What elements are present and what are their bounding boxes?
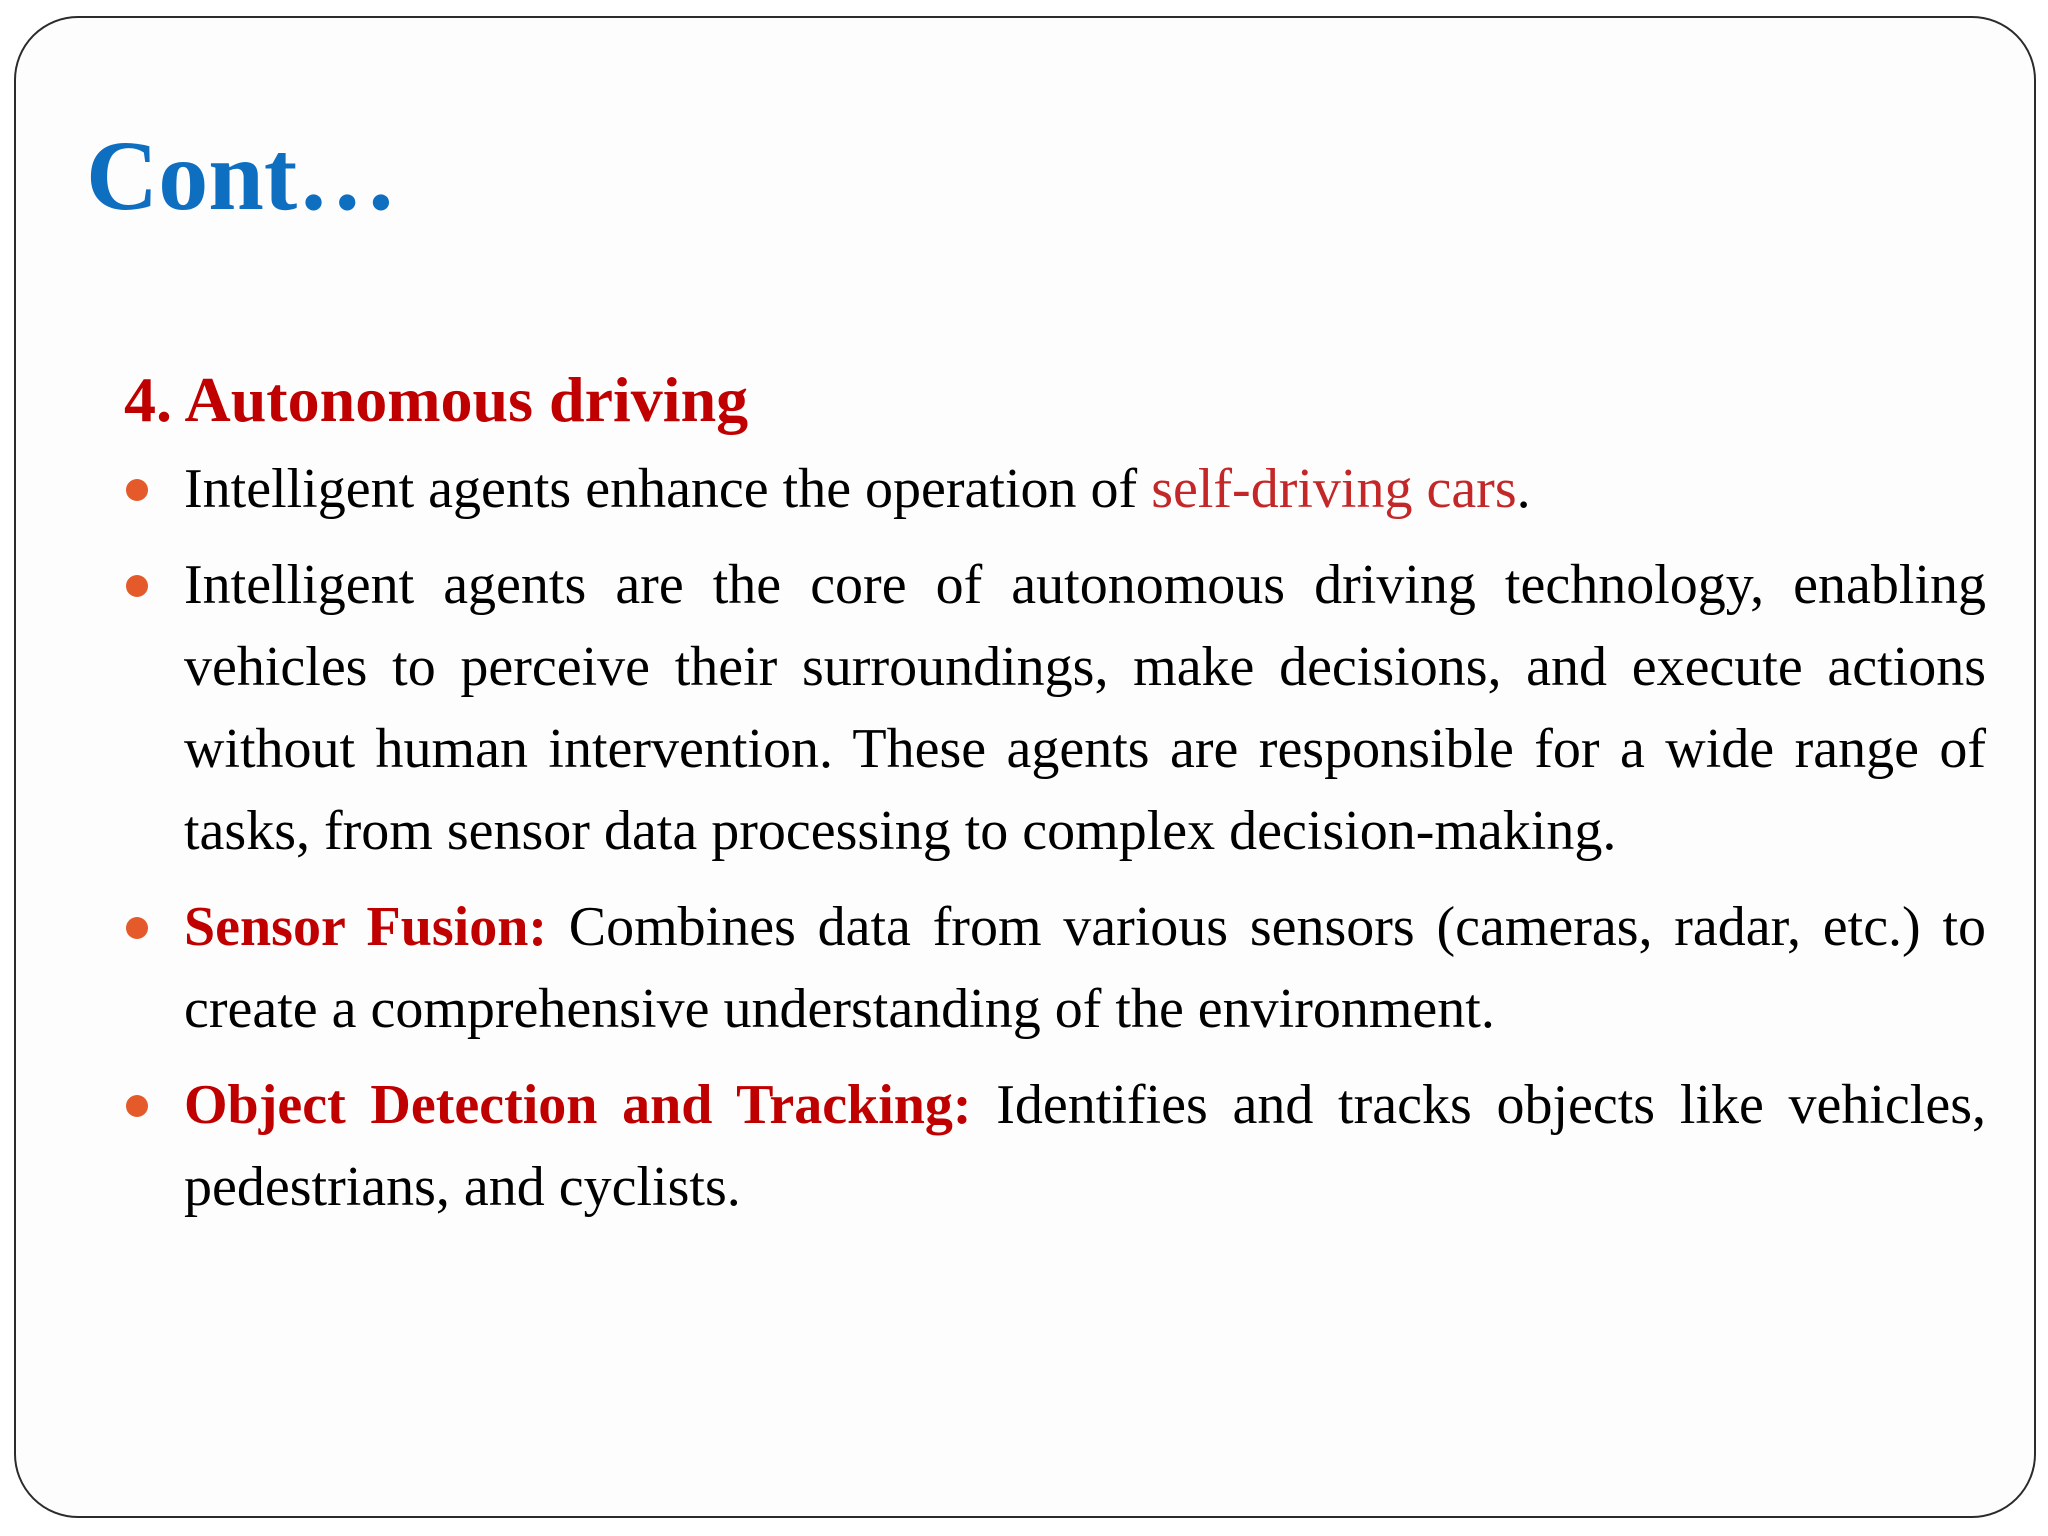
bullet-label: Sensor Fusion: [184, 896, 548, 958]
bullet-text: Intelligent agents are the core of autonomous driving technology, enabling vehicles to perceive their surroundings, make decisions, and execute actions without human intervention. These agents are responsible for a wide range of tasks, from sensor data processing to complex decision-making. [184, 554, 1986, 862]
slide-content [124, 358, 1986, 1242]
bullet-text: Intelligent agents enhance the operation of [184, 458, 1152, 520]
bullet-dot-icon [126, 479, 148, 501]
bullet-list [124, 448, 1986, 1228]
bullet-highlight: self-driving cars [1151, 458, 1517, 520]
bullet-dot-icon [126, 917, 148, 939]
bullet-item-core [124, 544, 1986, 872]
section-heading: 4. Autonomous driving [124, 364, 749, 435]
bullet-text: Combines data from various sensors (cameras, radar, etc.) to create a comprehensive understanding of the environment. [184, 896, 1987, 1040]
bullet-dot-icon [126, 575, 148, 597]
bullet-item-self-driving [124, 448, 1986, 530]
bullet-item-sensor-fusion [124, 886, 1986, 1050]
slide-frame [14, 16, 2036, 1518]
bullet-text-end: . [1516, 458, 1531, 520]
slide-title: Cont… [86, 120, 398, 231]
bullet-text: Identifies and tracks objects like vehicles, pedestrians, and cyclists. [184, 1074, 1986, 1218]
bullet-item-object-detection [124, 1064, 1986, 1228]
bullet-label: Object Detection and Tracking: [184, 1074, 972, 1136]
bullet-dot-icon [126, 1095, 148, 1117]
